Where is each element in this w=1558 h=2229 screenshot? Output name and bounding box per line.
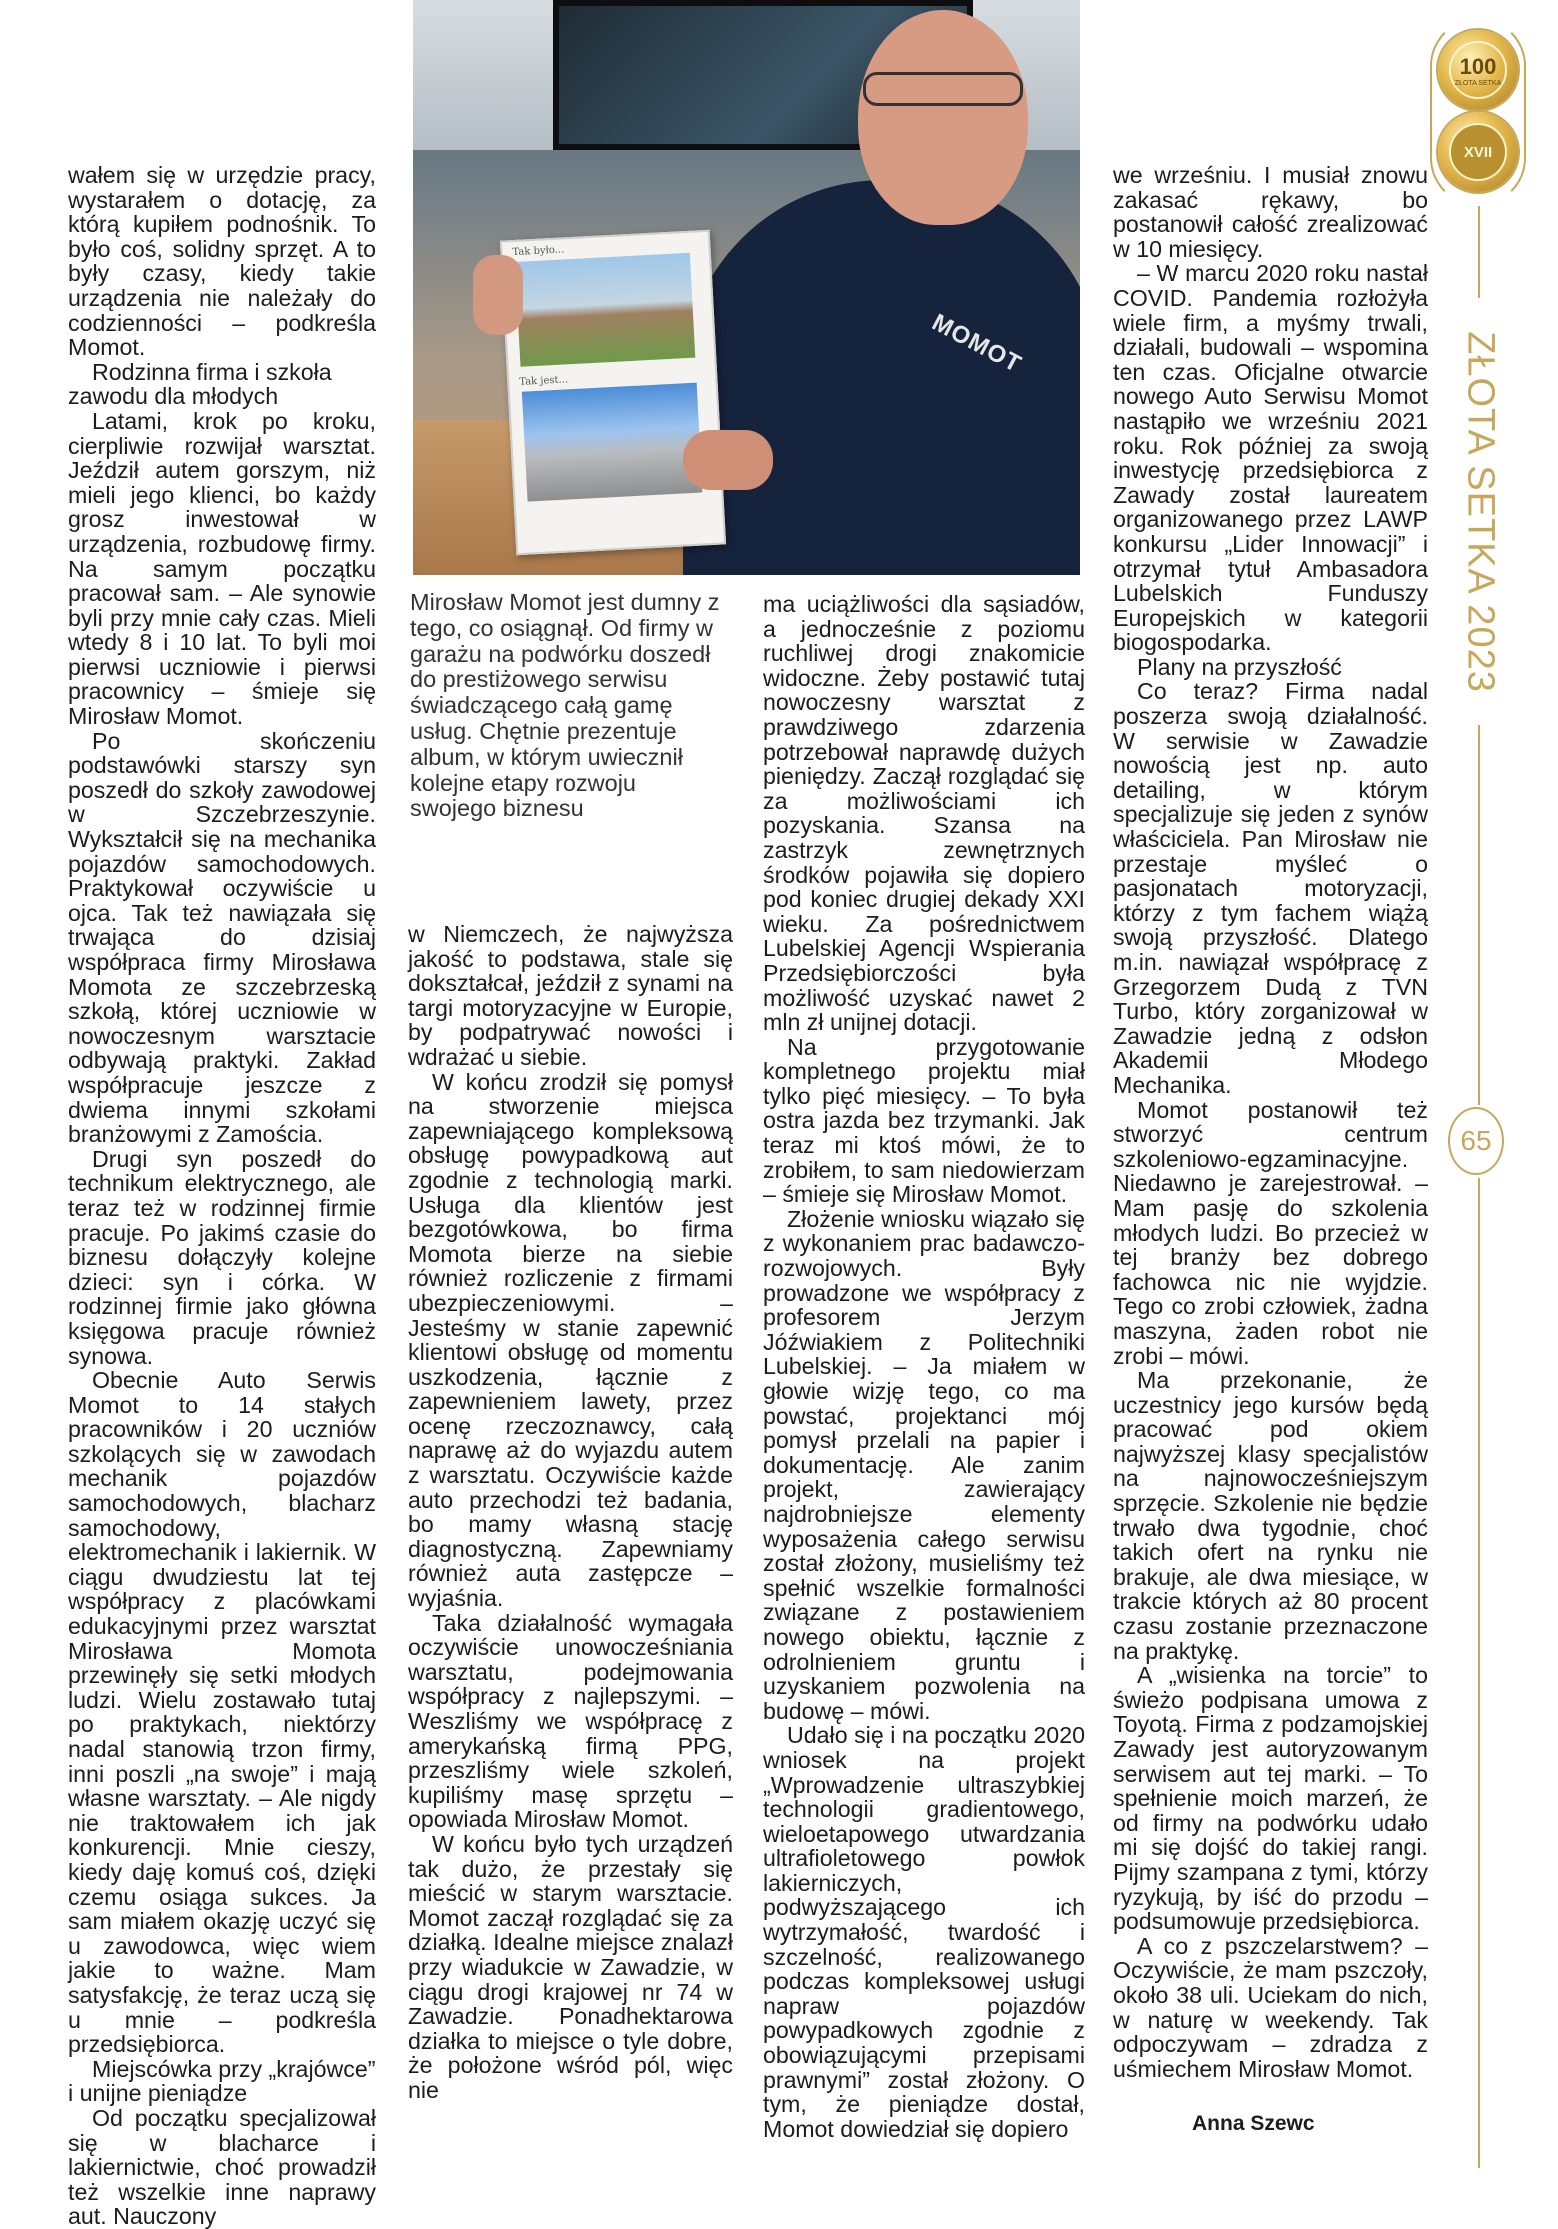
article-column-4 [1113, 163, 1428, 2081]
photo-hand [683, 430, 773, 490]
paragraph: – W marcu 2020 roku nastał COVID. Pandemia rozłożyła wiele firm, a myśmy trwali, działali, budowali – wspomina ten czas. Oficjalne otwarcie nowego Auto Serwisu Momot nastąpiło we wrześniu 2021 roku. Rok później za swoją inwestycję przedsiębiorca z Zawady został laureatem organizowanego przez LAWP konkursu „Lider Innowacji” i otrzymał tytuł Ambasadora Lubelskich Funduszy Europejskich w kategorii biogospodarka. [1113, 260, 1428, 656]
paragraph: A „wisienka na torcie” to świeżo podpisana umowa z Toyotą. Firma z podzamojskiej Zawady jest autoryzowanym serwisem aut tej marki. – To spełnienie moich marzeń, że od firmy na podwórku udało mi się dojść do takiej rangi. Pijmy szampana z tymi, którzy ryzykują, by iść do przodu – podsumowuje przedsiębiorca. [1113, 1662, 1428, 1935]
edition-badge-icon: XVII [1438, 112, 1518, 192]
paragraph: W końcu było tych urządzeń tak dużo, że przestały się mieścić w starym warsztacie. Momot zaczął rozglądać się za działką. Idealne miejsce znalazł przy wiadukcie w Zawadzie, w ciągu drogi krajowej nr 74 w Zawadzie. Ponadhektarowa działka to miejsce o tyle dobre, że położone wśród pól, więc nie [408, 1830, 733, 2103]
subheading: Miejscówka przy „krajówce” i unijne pieniądze [68, 2055, 376, 2107]
paragraph: Udało się i na początku 2020 wniosek na projekt „Wprowadzenie ultraszybkiej technologii gradientowego, wieloetapowego utwardzania ultrafioletowego powłok lakierniczych, podwyższającego ich wytrzymałość, twardość i szczelność, realizowanego podczas kompleksowej usługi napraw pojazdów powypadkowych zgodnie z obowiązującymi przepisami prawnymi” został złożony. O tym, że pieniądze dostał, Momot dowiedział się dopiero [763, 1722, 1085, 2142]
album-photo-new-service [522, 383, 703, 502]
paragraph: Ma przekonanie, że uczestnicy jego kursów będą pracować pod okiem najwyższej klasy specjalistów na najnowocześniejszym sprzęcie. Szkolenie nie będzie trwało dwa tygodnie, choć takich ofert na rynku nie brakuje, ale dwa miesiące, w trakcie których aż 80 procent czasu zostanie przeznaczone na praktykę. [1113, 1367, 1428, 1664]
paragraph: Złożenie wniosku wiązało się z wykonaniem prac badawczo-rozwojowych. Były prowadzone we współpracy z profesorem Jerzym Jóźwiakiem z Politechniki Lubelskiej. – Ja miałem w głowie wizję tego, co ma powstać, projektanci mój pomysł przelali na papier i dokumentację. Ale zanim projekt, zawierający najdrobniejsze elementy wyposażenia całego serwisu został złożony, musieliśmy też spełnić wszelkie formalności związane z postawieniem nowego obiektu, łącznie z odrolnieniem gruntu i uzyskaniem pozwolenia na budowę – mówi. [763, 1205, 1085, 1724]
album-photo-old-garage [515, 253, 695, 367]
paragraph: Drugi syn poszedł do technikum elektrycznego, ale teraz też w rodzinnej firmie pracuje. Po jakimś czasie do biznesu dołączyły kolejne dzieci: syn i córka. W rodzinnej firmie jako główna księgowa pracuje również synowa. [68, 1145, 376, 1369]
award-100-badge-icon: 100 ZŁOTA SETKA [1438, 30, 1518, 110]
paragraph: A co z pszczelarstwem? – Oczywiście, że mam pszczoły, około 38 uli. Uciekam do nich, w naturę w weekendy. Tak odpoczywam – zdradza z uśmiechem Mirosław Momot. [1113, 1932, 1428, 2082]
paragraph: Na przygotowanie kompletnego projektu miał tylko pięć miesięcy. – To była ostra jazda bez trzymanki. Jak teraz mi ktoś mówi, że to zrobiłem, to sam niedowierzam – śmieje się Mirosław Momot. [763, 1033, 1085, 1208]
photo-person-body [683, 180, 1080, 575]
paragraph: Obecnie Auto Serwis Momot to 14 stałych pracowników i 20 uczniów szkolących się w zawodach mechanik pojazdów samochodowych, blacharz samochodowy, elektromechanik i lakiernik. W ciągu dwudziestu lat tej współpracy z placówkami edukacyjnymi przez warsztat Mirosława Momota przewinęły się setki młodych ludzi. Wielu zostawało tutaj po praktykach, niektórzy nadal stanowią trzon firmy, inni poszli „na swoje” i mają własne warsztaty. – Ale nigdy nie traktowałem ich jak konkurencji. Mnie cieszy, kiedy daję komuś coś, dzięki czemu osiąga sukces. Ja sam miałem okazję uczyć się u zawodowca, więc wiem jakie to ważne. Mam satysfakcję, że teraz uczą się u mnie – podkreśla przedsiębiorca. [68, 1367, 376, 2058]
rail-divider [1478, 1178, 1480, 2168]
page-number: 65 [1448, 1107, 1504, 1175]
paragraph: Momot postanowił też stworzyć centrum szkoleniowo-egzaminacyjne. Niedawno je zarejestrował. – Mam pasję do szkolenia młodych ludzi. Bo przecież w tej branży bez dobrego fachowca nic nie wyjdzie. Tego co zrobi człowiek, żadna maszyna, żaden robot nie zrobi – mówi. [1113, 1096, 1428, 1369]
paragraph: w Niemczech, że najwyższa jakość to podstawa, stale się dokształcał, jeździł z synami na targi motoryzacyjne w Europie, by podpatrywać nowości i wdrażać u siebie. [408, 921, 733, 1070]
glasses-icon [863, 72, 1023, 106]
author-byline: Anna Szewc [1192, 2112, 1315, 2135]
article-column-1 [68, 163, 376, 2229]
photo-hand [473, 255, 523, 335]
article-column-3 [763, 592, 1085, 2141]
article-photo [413, 0, 1080, 575]
subheading: Rodzinna firma i szkoła zawodu dla młodych [68, 358, 332, 410]
paragraph: Taka działalność wymagała oczywiście unowocześniania warsztatu, podejmowania współpracy z najlepszymi. – Weszliśmy we współpracę z amerykańską firmą PPG, przeszliśmy wiele szkoleń, kupiliśmy masę sprzętu – opowiada Mirosław Momot. [408, 1609, 733, 1833]
rail-divider [1478, 725, 1480, 1105]
album-label-before: Tak było... [512, 244, 565, 259]
paragraph: wałem się w urzędzie pracy, wystarałem o dotację, za którą kupiłem podnośnik. To było coś, solidny sprzęt. A to były czasy, kiedy takie urządzenia nie należały do codzienności – podkreśla Momot. [68, 162, 376, 361]
photo-caption: Mirosław Momot jest dumny z tego, co osiągnął. Od firmy w garażu na podwórku doszedł do prestiżowego serwisu świadczącego całą gamę usług. Chętnie prezentuje album, w którym uwiecznił kolejne etapy rozwoju swojego biznesu [410, 589, 720, 822]
paragraph: Od początku specjalizował się w blacharce i lakiernictwie, choć prowadził też wszelkie inne naprawy aut. Nauczony [68, 2104, 376, 2229]
paragraph: Latami, krok po kroku, cierpliwie rozwijał warsztat. Jeździł autem gorszym, niż mieli jego klienci, bo każdy grosz inwestował w urządzenia, rozbudowę firmy. Na samym początku pracował sam. – Ale synowie byli przy mnie cały czas. Mieli wtedy 8 i 10 lat. To byli moi pierwsi uczniowie i pierwsi pracownicy – śmieje się Mirosław Momot. [68, 407, 376, 730]
section-title: ZŁOTA SETKA 2023 [1459, 331, 1502, 693]
paragraph: Po skończeniu podstawówki starszy syn poszedł do szkoły zawodowej w Szczebrzeszynie. Wykształcił się na mechanika pojazdów samochodowych. Praktykował oczywiście u ojca. Tak też nawiązała się trwająca do dzisiaj współpraca firmy Mirosława Momota ze szczebrzeską szkołą, której uczniowie w nowoczesnym warsztacie odbywają praktyki. Zakład współpracuje jeszcze z dwiema innymi szkołami branżowymi z Zamościa. [68, 727, 376, 1148]
paragraph: we wrześniu. I musiał znowu zakasać rękawy, bo postanowił całość zrealizować w 10 miesięcy. [1113, 162, 1428, 262]
album-label-now: Tak jest... [519, 374, 569, 388]
photo-album [500, 230, 726, 556]
rail-divider [1478, 206, 1480, 298]
paragraph: ma uciążliwości dla sąsiadów, a jednocześnie z poziomu ruchliwej drogi znakomicie widoczne. Żeby postawić tutaj nowoczesny warsztat z prawdziwego zdarzenia potrzebował naprawdę dużych pieniędzy. Zaczął rozglądać się za możliwościami ich pozyskania. Szansa na zastrzyk zewnętrznych środków pojawiła się dopiero pod koniec drugiej dekady XXI wieku. Za pośrednictwem Lubelskiej Agencji Wspierania Przedsiębiorczości była możliwość uzyskać nawet 2 mln zł unijnej dotacji. [763, 591, 1085, 1036]
paragraph: Co teraz? Firma nadal poszerza swoją działalność. W serwisie w Zawadzie nowością jest np. auto detailing, w którym specjalizuje się jeden z synów właściciela. Pan Mirosław nie przestaje myśleć o pasjonatach motoryzacji, którzy z tym fachem wiążą swoją przyszłość. Dlatego m.in. nawiązał współpracę z Grzegorzem Dudą z TVN Turbo, który zorganizował w Zawadzie jedną z odsłon Akademii Młodego Mechanika. [1113, 678, 1428, 1098]
subheading: Plany na przyszłość [1137, 653, 1342, 680]
photo-person-head [858, 10, 1028, 225]
shirt-logo: MOMOT [927, 308, 1026, 379]
article-column-2 [408, 922, 733, 2103]
paragraph: W końcu zrodził się pomysł na stworzenie miejsca zapewniającego kompleksową obsługę powypadkową aut zgodnie z technologią marki. Usługa dla klientów jest bezgotówkowa, bo firma Momota bierze na siebie również rozliczenie z firmami ubezpieczeniowymi. – Jesteśmy w stanie zapewnić klientowi obsługę od momentu uszkodzenia, łącznie z zapewnieniem lawety, przez ocenę rzeczoznawcy, całą naprawę aż do wyjazdu autem z warsztatu. Oczywiście każde auto przechodzi też badania, bo mamy własną stację diagnostyczną. Zapewniamy również auta zastępcze – wyjaśnia. [408, 1068, 733, 1612]
